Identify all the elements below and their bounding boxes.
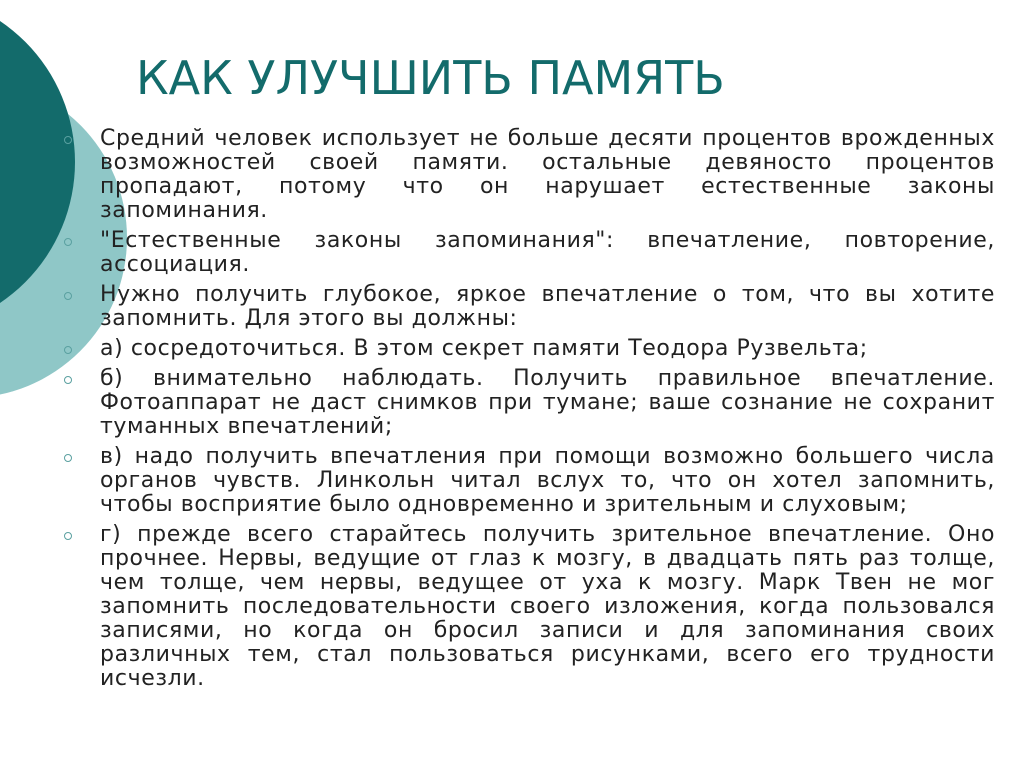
bullet-text: "Естественные законы запоминания": впечатление, повторение, ассоциация. — [100, 228, 995, 277]
bullet-text: г) прежде всего старайтесь получить зрительное впечатление. Оно прочнее. Нервы, ведущие от глаз к мозгу, в двадцать пять раз толще, чем толще, чем нервы, ведущее от уха к мозгу. Марк Твен не мог запомнить последовательности своего изложения, когда пользовался записями, но когда он бросил записи и для запоминания своих различных тем, стал пользоваться рисунками, всего его трудности исчезли. — [100, 522, 995, 691]
hollow-circle-bullet-icon — [64, 454, 72, 462]
hollow-circle-bullet-icon — [64, 292, 72, 300]
slide-title: КАК УЛУЧШИТЬ ПАМЯТЬ — [136, 51, 725, 105]
bullet-text: Нужно получить глубокое, яркое впечатление о том, что вы хотите запомнить. Для этого вы должны: — [100, 282, 995, 331]
bullet-item — [62, 523, 995, 691]
bullet-item — [62, 337, 995, 361]
hollow-circle-bullet-icon — [64, 346, 72, 354]
hollow-circle-bullet-icon — [64, 238, 72, 246]
bullet-item — [62, 229, 995, 277]
bullet-text: б) внимательно наблюдать. Получить правильное впечатление. Фотоаппарат не даст снимков при тумане; ваше сознание не сохранит туманных впечатлений; — [100, 366, 995, 439]
bullet-item — [62, 127, 995, 223]
bullet-item — [62, 283, 995, 331]
bullet-text: в) надо получить впечатления при помощи возможно большего числа органов чувств. Линкольн читал вслух то, что он хотел запомнить, чтобы восприятие было одновременно и зрительным и слуховым; — [100, 444, 995, 517]
hollow-circle-bullet-icon — [64, 136, 72, 144]
hollow-circle-bullet-icon — [64, 376, 72, 384]
bullet-item — [62, 367, 995, 439]
bullet-text: Средний человек использует не больше десяти процентов врожденных возможностей своей памяти. остальные девяносто процентов пропадают, потому что он нарушает естественные законы запоминания. — [100, 126, 995, 223]
bullet-list — [62, 127, 995, 697]
bullet-text: а) сосредоточиться. В этом секрет памяти Теодора Рузвельта; — [100, 336, 868, 361]
bullet-item — [62, 445, 995, 517]
hollow-circle-bullet-icon — [64, 532, 72, 540]
